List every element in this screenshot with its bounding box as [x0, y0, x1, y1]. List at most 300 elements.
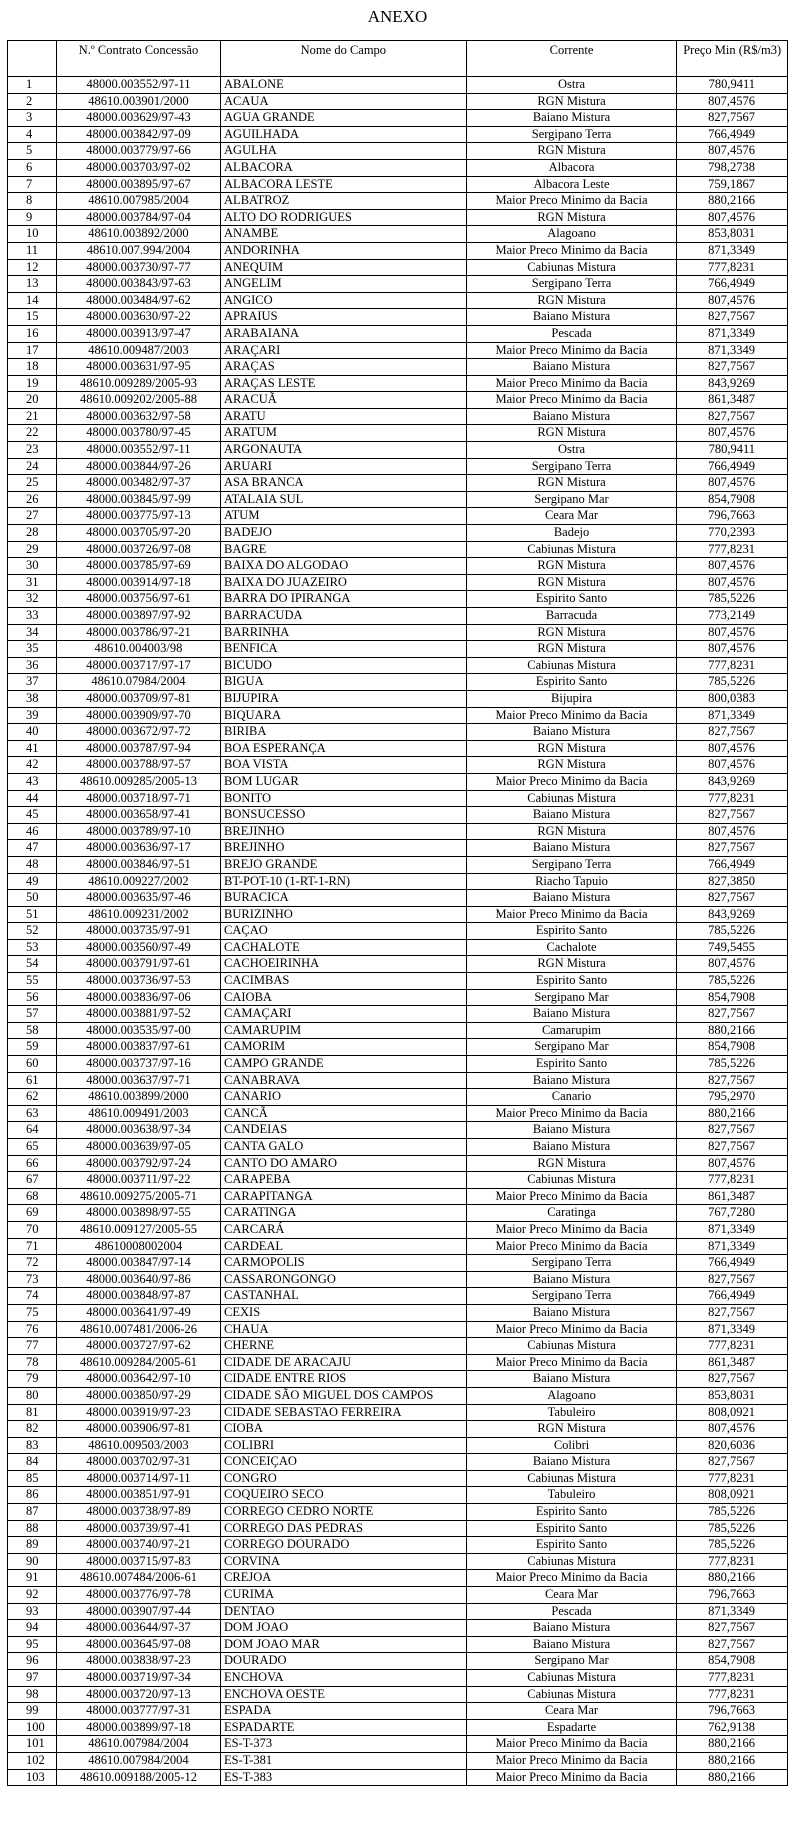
field-name: BARRA DO IPIRANGA — [221, 591, 467, 608]
header-index — [8, 41, 57, 77]
min-price: 827,7567 — [677, 309, 788, 326]
contract-number: 48610.009202/2005-88 — [56, 392, 220, 409]
stream: Espirito Santo — [466, 923, 677, 940]
stream: Espirito Santo — [466, 1520, 677, 1537]
stream: RGN Mistura — [466, 641, 677, 658]
table-row — [8, 1520, 788, 1537]
min-price: 807,4576 — [677, 641, 788, 658]
row-index: 44 — [8, 790, 57, 807]
table-row — [8, 1006, 788, 1023]
field-name: ARACUÃ — [221, 392, 467, 409]
min-price: 843,9269 — [677, 773, 788, 790]
min-price: 807,4576 — [677, 425, 788, 442]
stream: Alagoano — [466, 1387, 677, 1404]
contract-number: 48610.003899/2000 — [56, 1089, 220, 1106]
min-price: 807,4576 — [677, 292, 788, 309]
table-row — [8, 143, 788, 160]
stream: RGN Mistura — [466, 558, 677, 575]
min-price: 798,2738 — [677, 159, 788, 176]
min-price: 795,2970 — [677, 1089, 788, 1106]
stream: Baiano Mistura — [466, 408, 677, 425]
contract-number: 48610.007984/2004 — [56, 1752, 220, 1769]
field-name: COLIBRI — [221, 1437, 467, 1454]
min-price: 827,7567 — [677, 890, 788, 907]
field-name: DOM JOAO — [221, 1620, 467, 1637]
contract-number: 48000.003792/97-24 — [56, 1155, 220, 1172]
row-index: 80 — [8, 1387, 57, 1404]
contract-number: 48000.003711/97-22 — [56, 1172, 220, 1189]
field-name: DOURADO — [221, 1653, 467, 1670]
row-index: 33 — [8, 608, 57, 625]
min-price: 785,5226 — [677, 1056, 788, 1073]
row-index: 89 — [8, 1537, 57, 1554]
table-row — [8, 359, 788, 376]
row-index: 103 — [8, 1769, 57, 1786]
field-name: BENFICA — [221, 641, 467, 658]
table-row — [8, 591, 788, 608]
stream: Bijupira — [466, 690, 677, 707]
min-price: 749,5455 — [677, 939, 788, 956]
row-index: 5 — [8, 143, 57, 160]
row-index: 66 — [8, 1155, 57, 1172]
row-index: 91 — [8, 1570, 57, 1587]
min-price: 807,4576 — [677, 757, 788, 774]
field-name: ATALAIA SUL — [221, 491, 467, 508]
table-row — [8, 1653, 788, 1670]
field-name: AGUILHADA — [221, 126, 467, 143]
row-index: 21 — [8, 408, 57, 425]
min-price: 777,8231 — [677, 657, 788, 674]
min-price: 807,4576 — [677, 956, 788, 973]
field-name: ATUM — [221, 508, 467, 525]
contract-number: 48000.003846/97-51 — [56, 856, 220, 873]
contract-number: 48000.003788/97-57 — [56, 757, 220, 774]
contract-number: 48610.009503/2003 — [56, 1437, 220, 1454]
stream: Baiano Mistura — [466, 1122, 677, 1139]
stream: Sergipano Terra — [466, 1288, 677, 1305]
field-name: BREJO GRANDE — [221, 856, 467, 873]
stream: Sergipano Mar — [466, 1039, 677, 1056]
min-price: 827,7567 — [677, 1072, 788, 1089]
row-index: 82 — [8, 1421, 57, 1438]
stream: Sergipano Terra — [466, 276, 677, 293]
field-name: CASSARONGONGO — [221, 1271, 467, 1288]
table-row — [8, 1371, 788, 1388]
field-name: CIDADE DE ARACAJU — [221, 1354, 467, 1371]
stream: Cabiunas Mistura — [466, 259, 677, 276]
table-row — [8, 1487, 788, 1504]
row-index: 19 — [8, 375, 57, 392]
field-name: ES-T-383 — [221, 1769, 467, 1786]
contract-number: 48000.003738/97-89 — [56, 1504, 220, 1521]
table-row — [8, 126, 788, 143]
field-name: ENCHOVA — [221, 1670, 467, 1687]
stream: Espirito Santo — [466, 1504, 677, 1521]
min-price: 807,4576 — [677, 143, 788, 160]
row-index: 24 — [8, 458, 57, 475]
row-index: 75 — [8, 1304, 57, 1321]
min-price: 871,3349 — [677, 1221, 788, 1238]
min-price: 871,3349 — [677, 242, 788, 259]
stream: Cabiunas Mistura — [466, 1670, 677, 1687]
contract-number: 48000.003784/97-04 — [56, 209, 220, 226]
stream: Colibri — [466, 1437, 677, 1454]
stream: Albacora — [466, 159, 677, 176]
contract-number: 48610.009231/2002 — [56, 906, 220, 923]
table-row — [8, 1752, 788, 1769]
contract-number: 48000.003776/97-78 — [56, 1587, 220, 1604]
row-index: 70 — [8, 1221, 57, 1238]
min-price: 827,7567 — [677, 1371, 788, 1388]
min-price: 807,4576 — [677, 574, 788, 591]
contract-number: 48000.003658/97-41 — [56, 807, 220, 824]
row-index: 65 — [8, 1139, 57, 1156]
contract-number: 48610.009284/2005-61 — [56, 1354, 220, 1371]
row-index: 96 — [8, 1653, 57, 1670]
row-index: 42 — [8, 757, 57, 774]
stream: Maior Preco Minimo da Bacia — [466, 1238, 677, 1255]
table-row — [8, 1636, 788, 1653]
row-index: 16 — [8, 325, 57, 342]
stream: Cabiunas Mistura — [466, 1470, 677, 1487]
row-index: 68 — [8, 1188, 57, 1205]
field-name: ANAMBE — [221, 226, 467, 243]
table-row — [8, 1338, 788, 1355]
table-row — [8, 956, 788, 973]
contract-number: 48000.003837/97-61 — [56, 1039, 220, 1056]
field-name: CURIMA — [221, 1587, 467, 1604]
row-index: 73 — [8, 1271, 57, 1288]
field-name: APRAIUS — [221, 309, 467, 326]
contract-number: 48000.003552/97-11 — [56, 77, 220, 94]
field-name: CREJOA — [221, 1570, 467, 1587]
table-row — [8, 442, 788, 459]
table-row — [8, 1537, 788, 1554]
field-name: CORREGO DOURADO — [221, 1537, 467, 1554]
contract-number: 48000.003635/97-46 — [56, 890, 220, 907]
min-price: 827,7567 — [677, 1636, 788, 1653]
stream: Cabiunas Mistura — [466, 1338, 677, 1355]
row-index: 79 — [8, 1371, 57, 1388]
table-body — [8, 77, 788, 1786]
field-name: ALBACORA — [221, 159, 467, 176]
stream: RGN Mistura — [466, 292, 677, 309]
contract-number: 48000.003739/97-41 — [56, 1520, 220, 1537]
min-price: 843,9269 — [677, 906, 788, 923]
table-row — [8, 176, 788, 193]
field-name: CANCÃ — [221, 1105, 467, 1122]
stream: RGN Mistura — [466, 209, 677, 226]
min-price: 853,8031 — [677, 1387, 788, 1404]
table-row — [8, 525, 788, 542]
row-index: 83 — [8, 1437, 57, 1454]
field-name: CANDEIAS — [221, 1122, 467, 1139]
contract-number: 48000.003631/97-95 — [56, 359, 220, 376]
min-price: 827,7567 — [677, 1620, 788, 1637]
table-row — [8, 259, 788, 276]
row-index: 6 — [8, 159, 57, 176]
contract-number: 48000.003705/97-20 — [56, 525, 220, 542]
table-row — [8, 508, 788, 525]
row-index: 76 — [8, 1321, 57, 1338]
contract-number: 48000.003848/97-87 — [56, 1288, 220, 1305]
table-row — [8, 1105, 788, 1122]
min-price: 766,4949 — [677, 1288, 788, 1305]
min-price: 880,2166 — [677, 1736, 788, 1753]
table-row — [8, 242, 788, 259]
contract-number: 48000.003630/97-22 — [56, 309, 220, 326]
field-name: BAIXA DO JUAZEIRO — [221, 574, 467, 591]
header-contract: N.º Contrato Concessão — [56, 41, 220, 77]
table-row — [8, 1670, 788, 1687]
row-index: 102 — [8, 1752, 57, 1769]
stream: Maior Preco Minimo da Bacia — [466, 1570, 677, 1587]
row-index: 78 — [8, 1354, 57, 1371]
stream: RGN Mistura — [466, 475, 677, 492]
min-price: 807,4576 — [677, 93, 788, 110]
contract-number: 48000.003843/97-63 — [56, 276, 220, 293]
stream: Tabuleiro — [466, 1404, 677, 1421]
min-price: 827,7567 — [677, 408, 788, 425]
table-row — [8, 1139, 788, 1156]
table-row — [8, 1587, 788, 1604]
stream: Maior Preco Minimo da Bacia — [466, 1221, 677, 1238]
field-name: CONGRO — [221, 1470, 467, 1487]
table-row — [8, 724, 788, 741]
table-row — [8, 558, 788, 575]
row-index: 57 — [8, 1006, 57, 1023]
stream: RGN Mistura — [466, 757, 677, 774]
row-index: 58 — [8, 1022, 57, 1039]
table-row — [8, 1736, 788, 1753]
contract-number: 48000.003836/97-06 — [56, 989, 220, 1006]
row-index: 50 — [8, 890, 57, 907]
field-name: CACHOEIRINHA — [221, 956, 467, 973]
min-price: 759,1867 — [677, 176, 788, 193]
contract-number: 48000.003736/97-53 — [56, 973, 220, 990]
stream: Riacho Tapuio — [466, 873, 677, 890]
contract-number: 48610.009188/2005-12 — [56, 1769, 220, 1786]
row-index: 55 — [8, 973, 57, 990]
table-row — [8, 392, 788, 409]
contract-number: 48000.003907/97-44 — [56, 1603, 220, 1620]
contract-number: 48000.003895/97-67 — [56, 176, 220, 193]
table-row — [8, 1321, 788, 1338]
table-row — [8, 690, 788, 707]
min-price: 808,0921 — [677, 1404, 788, 1421]
contract-number: 48000.003777/97-31 — [56, 1703, 220, 1720]
contract-number: 48000.003838/97-23 — [56, 1653, 220, 1670]
table-row — [8, 707, 788, 724]
field-name: ENCHOVA OESTE — [221, 1686, 467, 1703]
row-index: 20 — [8, 392, 57, 409]
stream: Maior Preco Minimo da Bacia — [466, 707, 677, 724]
row-index: 26 — [8, 491, 57, 508]
field-name: CEXIS — [221, 1304, 467, 1321]
min-price: 854,7908 — [677, 989, 788, 1006]
stream: Baiano Mistura — [466, 1304, 677, 1321]
stream: Baiano Mistura — [466, 110, 677, 127]
contract-number: 48000.003637/97-71 — [56, 1072, 220, 1089]
row-index: 88 — [8, 1520, 57, 1537]
min-price: 796,7663 — [677, 1587, 788, 1604]
contract-number: 48000.003641/97-49 — [56, 1304, 220, 1321]
field-name: CONCEIÇAO — [221, 1454, 467, 1471]
contract-number: 48000.003851/97-91 — [56, 1487, 220, 1504]
stream: Sergipano Terra — [466, 856, 677, 873]
contract-number: 48000.003847/97-14 — [56, 1255, 220, 1272]
field-name: CARATINGA — [221, 1205, 467, 1222]
table-row — [8, 773, 788, 790]
row-index: 98 — [8, 1686, 57, 1703]
min-price: 827,7567 — [677, 1006, 788, 1023]
contract-number: 48000.003779/97-66 — [56, 143, 220, 160]
stream: RGN Mistura — [466, 624, 677, 641]
contract-number: 48000.003735/97-91 — [56, 923, 220, 940]
contract-number: 48000.003645/97-08 — [56, 1636, 220, 1653]
field-name: ANDORINHA — [221, 242, 467, 259]
stream: Maior Preco Minimo da Bacia — [466, 193, 677, 210]
row-index: 93 — [8, 1603, 57, 1620]
table-row — [8, 939, 788, 956]
field-name: CAMAÇARI — [221, 1006, 467, 1023]
field-name: CIDADE SEBASTAO FERREIRA — [221, 1404, 467, 1421]
table-header-row — [8, 41, 788, 77]
row-index: 51 — [8, 906, 57, 923]
contract-number: 48000.003787/97-94 — [56, 740, 220, 757]
min-price: 807,4576 — [677, 1421, 788, 1438]
contract-number: 48610.009487/2003 — [56, 342, 220, 359]
field-name: CARMOPOLIS — [221, 1255, 467, 1272]
stream: RGN Mistura — [466, 1421, 677, 1438]
contract-number: 48000.003709/97-81 — [56, 690, 220, 707]
row-index: 4 — [8, 126, 57, 143]
table-row — [8, 890, 788, 907]
field-name: BADEJO — [221, 525, 467, 542]
min-price: 796,7663 — [677, 1703, 788, 1720]
stream: Espadarte — [466, 1719, 677, 1736]
stream: Maior Preco Minimo da Bacia — [466, 1752, 677, 1769]
min-price: 785,5226 — [677, 674, 788, 691]
min-price: 880,2166 — [677, 193, 788, 210]
field-name: AGULHA — [221, 143, 467, 160]
table-row — [8, 458, 788, 475]
table-row — [8, 1039, 788, 1056]
min-price: 766,4949 — [677, 126, 788, 143]
stream: Maior Preco Minimo da Bacia — [466, 342, 677, 359]
contract-number: 48000.003844/97-26 — [56, 458, 220, 475]
table-row — [8, 408, 788, 425]
stream: Baiano Mistura — [466, 840, 677, 857]
row-index: 28 — [8, 525, 57, 542]
min-price: 880,2166 — [677, 1769, 788, 1786]
row-index: 77 — [8, 1338, 57, 1355]
min-price: 780,9411 — [677, 442, 788, 459]
min-price: 871,3349 — [677, 1321, 788, 1338]
stream: RGN Mistura — [466, 425, 677, 442]
table-row — [8, 1454, 788, 1471]
table-row — [8, 840, 788, 857]
table-row — [8, 93, 788, 110]
field-name: BAGRE — [221, 541, 467, 558]
table-row — [8, 1089, 788, 1106]
stream: Baiano Mistura — [466, 1006, 677, 1023]
field-name: CASTANHAL — [221, 1288, 467, 1305]
row-index: 47 — [8, 840, 57, 857]
contract-number: 48610.009275/2005-71 — [56, 1188, 220, 1205]
row-index: 61 — [8, 1072, 57, 1089]
field-name: ARAÇAS — [221, 359, 467, 376]
row-index: 11 — [8, 242, 57, 259]
stream: Cabiunas Mistura — [466, 1553, 677, 1570]
table-row — [8, 873, 788, 890]
row-index: 14 — [8, 292, 57, 309]
min-price: 807,4576 — [677, 1155, 788, 1172]
field-name: ANGICO — [221, 292, 467, 309]
field-name: BAIXA DO ALGODAO — [221, 558, 467, 575]
field-name: CARAPITANGA — [221, 1188, 467, 1205]
contract-number: 48000.003913/97-47 — [56, 325, 220, 342]
table-row — [8, 1421, 788, 1438]
field-name: CORVINA — [221, 1553, 467, 1570]
table-row — [8, 1304, 788, 1321]
table-row — [8, 1686, 788, 1703]
row-index: 71 — [8, 1238, 57, 1255]
field-name: CIOBA — [221, 1421, 467, 1438]
min-price: 827,7567 — [677, 110, 788, 127]
field-name: ES-T-381 — [221, 1752, 467, 1769]
stream: Baiano Mistura — [466, 1139, 677, 1156]
contract-number: 48000.003560/97-49 — [56, 939, 220, 956]
contract-number: 48000.003636/97-17 — [56, 840, 220, 857]
row-index: 27 — [8, 508, 57, 525]
contract-number: 48610.007.994/2004 — [56, 242, 220, 259]
field-name: BARRINHA — [221, 624, 467, 641]
table-row — [8, 1387, 788, 1404]
stream: Espirito Santo — [466, 973, 677, 990]
table-row — [8, 608, 788, 625]
stream: Caratinga — [466, 1205, 677, 1222]
contract-number: 48000.003919/97-23 — [56, 1404, 220, 1421]
row-index: 87 — [8, 1504, 57, 1521]
field-name: ALTO DO RODRIGUES — [221, 209, 467, 226]
contract-number: 48000.003881/97-52 — [56, 1006, 220, 1023]
field-name: CAÇAO — [221, 923, 467, 940]
min-price: 785,5226 — [677, 923, 788, 940]
field-name: CIDADE ENTRE RIOS — [221, 1371, 467, 1388]
row-index: 40 — [8, 724, 57, 741]
contract-number: 48000.003850/97-29 — [56, 1387, 220, 1404]
field-name: CANARIO — [221, 1089, 467, 1106]
field-name: CANTO DO AMARO — [221, 1155, 467, 1172]
min-price: 827,7567 — [677, 1139, 788, 1156]
field-name: BIRIBA — [221, 724, 467, 741]
stream: Sergipano Mar — [466, 989, 677, 1006]
min-price: 796,7663 — [677, 508, 788, 525]
stream: RGN Mistura — [466, 143, 677, 160]
row-index: 8 — [8, 193, 57, 210]
min-price: 785,5226 — [677, 591, 788, 608]
table-row — [8, 641, 788, 658]
min-price: 827,7567 — [677, 724, 788, 741]
field-name: CORREGO CEDRO NORTE — [221, 1504, 467, 1521]
contract-number: 48610.009285/2005-13 — [56, 773, 220, 790]
stream: Ceara Mar — [466, 1703, 677, 1720]
min-price: 766,4949 — [677, 276, 788, 293]
row-index: 45 — [8, 807, 57, 824]
contract-number: 48000.003898/97-55 — [56, 1205, 220, 1222]
min-price: 777,8231 — [677, 1470, 788, 1487]
